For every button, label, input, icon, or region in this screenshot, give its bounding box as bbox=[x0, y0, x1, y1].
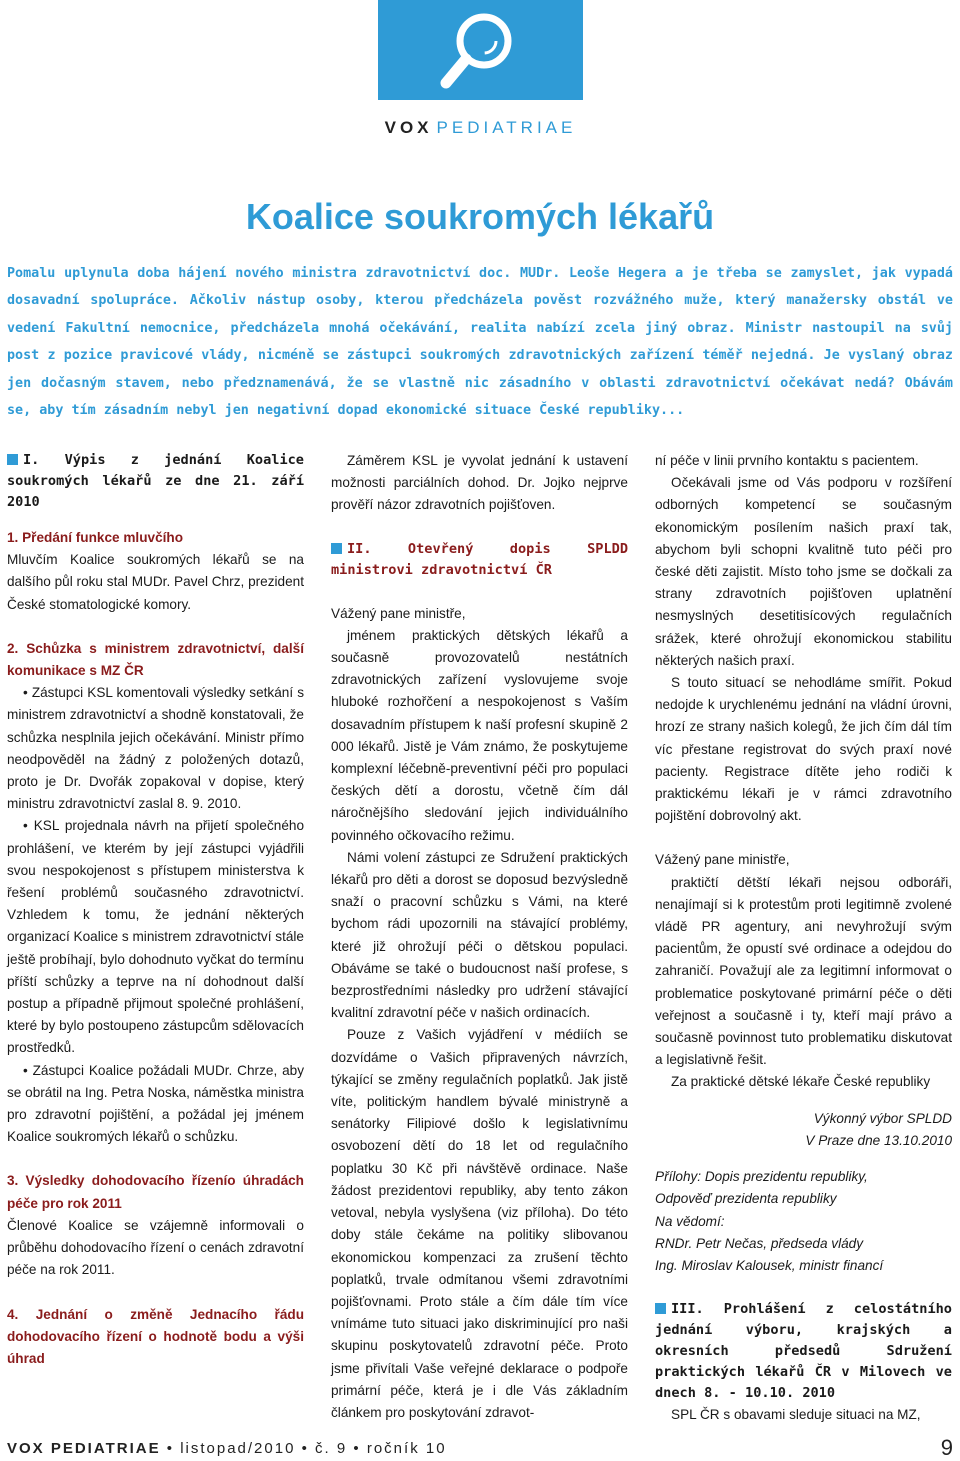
item-3-text: Členové Koalice se vzájemně informovali o průběhu dohodovacího řízení o cenách zdravotní péče na rok 2011. bbox=[7, 1217, 304, 1278]
attachments: RNDr. Petr Nečas, předseda vlády bbox=[655, 1235, 864, 1251]
paragraph: SPL ČR s obavami sleduje situaci na MZ, bbox=[671, 1407, 921, 1423]
paragraph: S touto situací se nehodláme smířit. Pokud nedojde k urychlenému jednání na vládní úrovni, hrozí ze strany našich kolegů, že jich čím dál tím víc přestane registrovat do svých praxí nové pacienty. Registrace dítěte jeho rodiči k praktickému lékaři je v rámci zdravotního pojištění dobrovolný akt. bbox=[655, 675, 952, 824]
item-2-title: 2. Schůzka s ministrem zdravotnictví, další komunikace s MZ ČR bbox=[7, 640, 304, 679]
logo bbox=[378, 0, 583, 100]
salutation: Vážený pane ministře, bbox=[655, 852, 790, 868]
section-2-heading: II. Otevřený dopis SPLDD ministrovi zdravotnictví ČR bbox=[331, 540, 628, 578]
column-3 bbox=[655, 450, 952, 1426]
section-3-heading: III. Prohlášení z celostátního jednání výboru, krajských a okresních předsedů Sdružení praktických lékařů ČR v Milovech ve dnech 8. - 10.10. 2010 bbox=[655, 1301, 952, 1402]
paragraph: jménem praktických dětských lékařů a současně provozovatelů nestátních zdravotnických zařízení vyslovujeme svoje hluboké rozhořčení a nespokojenost s Vaším dosavadním přístupem k naší profesní skupině 2 000 lékařů. Jistě je Vám známo, že poskytujeme komplexní léčebně-preventivní péči pro populaci českých dětí a dorostu, včetně čím dál náročnějšího sledování jejich individuálního povinného očkovacího režimu. bbox=[331, 627, 628, 843]
footer-info: VOX PEDIATRIAE • listopad/2010 • č. 9 • ročník 10 bbox=[7, 1439, 447, 1457]
paragraph: Pouze z Vašich vyjádření v médiích se dozvídáme o Vašich připravených návrzích, týkající se změny regulačních poplatků. Jak jistě víte, politickým handlem bývalé ministryně a senátorky Filipiové došlo k legislativnímu osvobození dětí do 18 let od regulačního poplatku 30 Kč při návštěvě ordinace. Naše žádost prezidentovi republiky, aby tento zákon vetoval, nebyla vyslyšena (viz příloha). Do této doby stále čekáme na politiky slibovanou ekonomickou kompenzaci za zrušení těchto poplatků, trvale odmítanou všemi zdravotními pojišťovnami. Proto stále a čím dále tím více vnímáme tuto situaci jako diskriminující pro naši skupinu poskytovatelů zdravotní péče. Proto jsme přivítali Vaše veřejné deklarace o podpoře primární péče, která je i dle Vás základním článkem pro poskytování zdravot- bbox=[331, 1027, 628, 1420]
paragraph: Námi volení zástupci ze Sdružení praktických lékařů pro děti a dorost se doposud bezvýsledně snaží o pracovní schůzku s Vámi, na které bychom rádi upozornili na stávající problémy, které již ohrožují péči o dětskou populaci. Obáváme se také o budoucnost naší profese, s bezprostředními následky pro udržení stávající kvalitní zdravotní péče v našich ordinacích. bbox=[331, 849, 628, 1021]
item-1-title: 1. Předání funkce mluvčího bbox=[7, 530, 184, 545]
section-1-heading: I. Výpis z jednání Koalice soukromých lékařů ze dne 21. září 2010 bbox=[7, 452, 304, 510]
square-bullet-icon bbox=[655, 1303, 666, 1314]
signature: Výkonný výbor SPLDD bbox=[813, 1110, 952, 1126]
item-4-title: 4. Jednání o změně Jednacího řádu dohodovacího řízení o hodnotě bodu a výši úhrad bbox=[7, 1306, 304, 1366]
square-bullet-icon bbox=[331, 543, 342, 554]
attachments: Ing. Miroslav Kalousek, ministr financí bbox=[655, 1257, 884, 1273]
salutation: Vážený pane ministře, bbox=[331, 605, 466, 621]
paragraph: ní péče v linii prvního kontaktu s pacientem. bbox=[655, 453, 919, 468]
column-1 bbox=[7, 450, 304, 1370]
column-2 bbox=[331, 450, 628, 1424]
item-1-text: Mluvčím Koalice soukromých lékařů se na dalšího půl roku stal MUDr. Pavel Chrz, prezident České stomatologické komory. bbox=[7, 552, 304, 612]
item-3-title: 3. Výsledky dohodovacího řízenío úhradách péče pro rok 2011 bbox=[7, 1173, 304, 1211]
item-2-para: • Zástupci Koalice požádali MUDr. Chrze, aby se obrátil na Ing. Petra Noska, náměstka ministra pro zdravotní pojištění, a požádal jej jménem Koalice soukromých lékařů o schůzku. bbox=[7, 1062, 304, 1145]
article-title: Koalice soukromých lékařů bbox=[245, 196, 715, 237]
attachments: Přílohy: Dopis prezidentu republiky, bbox=[655, 1169, 868, 1185]
brand: VOX PEDIATRIAE bbox=[384, 118, 577, 137]
page-number: 9 bbox=[940, 1435, 953, 1460]
item-2-para: • Zástupci KSL komentovali výsledky setkání s ministrem zdravotnictví a shodně konstatovali, že schůzka nesplnila jejich očekávání. Ministr přímo neodpověděl na žádný z položených dotazů, proto je Dr. Dvořák zopakoval v dopise, který ministru zdravotnictví zaslal 8. 9. 2010. bbox=[7, 685, 304, 812]
paragraph: Za praktické dětské lékaře České republiky bbox=[671, 1074, 931, 1090]
paragraph: Záměrem KSL je vyvolat jednání k ustavení možnosti parciálních dohod. Dr. Jojko nejprve prověří názor zdravotních pojišťoven. bbox=[331, 453, 628, 513]
attachments: Odpověď prezidenta republiky bbox=[655, 1191, 837, 1207]
paragraph: praktičtí dětští lékaři nejsou odboráři, nenajímají si k protestům proti legitimně zvolené vládě PR agentury, ani nevyhrožují svým pacientům, že opustí své ordinace a odejdou do zahraničí. Považují ale za legitimní informovat o problematice poskytované primární péče o děti veřejnost a současně i ty, kteří mají právo a současně povinnost tuto problematiku diskutovat a legislativně řešit. bbox=[655, 874, 952, 1068]
signature-date: V Praze dne 13.10.2010 bbox=[805, 1132, 952, 1148]
item-2-para: • KSL projednala návrh na přijetí společného prohlášení, ve kterém by její zástupci vyjádřili svou nespokojenost s přístupem ministerstva k řešení problémů současného zdravotnictví. Vzhledem k tomu, že jednání některých organizací Koalice s ministrem zdravotnictví stále ještě probíhají, bylo dohodnuto vyčkat do termínu příští schůzky a teprve na ní dohodnout další postup a případně přijmout společné prohlášení, které by bylo postoupeno zástupcům sdělovacích prostředků. bbox=[7, 818, 304, 1056]
attachments: Na vědomí: bbox=[655, 1213, 725, 1229]
square-bullet-icon bbox=[7, 454, 18, 465]
page-footer bbox=[7, 1437, 953, 1459]
paragraph: Očekávali jsme od Vás podporu v rozšíření odborných kompetencí se současným ekonomickým posílením našich praxí tak, abychom byli schopni kvalitně tuto péči pro české děti zajistit. Místo toho jsme se dočkali za strany zdravotních pojišťoven uplatnění nesmyslných desetitisícových regulačních srážek, které ohrožují ekonomickou stabilitu některých našich praxí. bbox=[655, 475, 952, 668]
article-lead: Pomalu uplynula doba hájení nového ministra zdravotnictví doc. MUDr. Leoše Hegera a je třeba se zamyslet, jak vypadá dosavadní spolupráce. Ačkoliv nástup osoby, kterou předcházela pověst rozvážného muže, který manažersky obstál ve vedení Fakultní nemocnice, předcházela mnohá očekávání, realita nabízí zcela jiný obraz. Ministr nastoupil na svůj post z pozice pravicové vlády, nicméně se zástupci soukromých zdravotnických zařízení téměř nejedná. Je vyslaný obraz jen dočasným stavem, nebo předznamenává, že se vlastně nic zásadního v oblasti zdravotnictví očekávat nedá? Obávám se, aby tím zásadním nebyl jen negativní dopad ekonomické situace České republiky... bbox=[7, 266, 953, 419]
magnifier-icon bbox=[426, 7, 536, 93]
